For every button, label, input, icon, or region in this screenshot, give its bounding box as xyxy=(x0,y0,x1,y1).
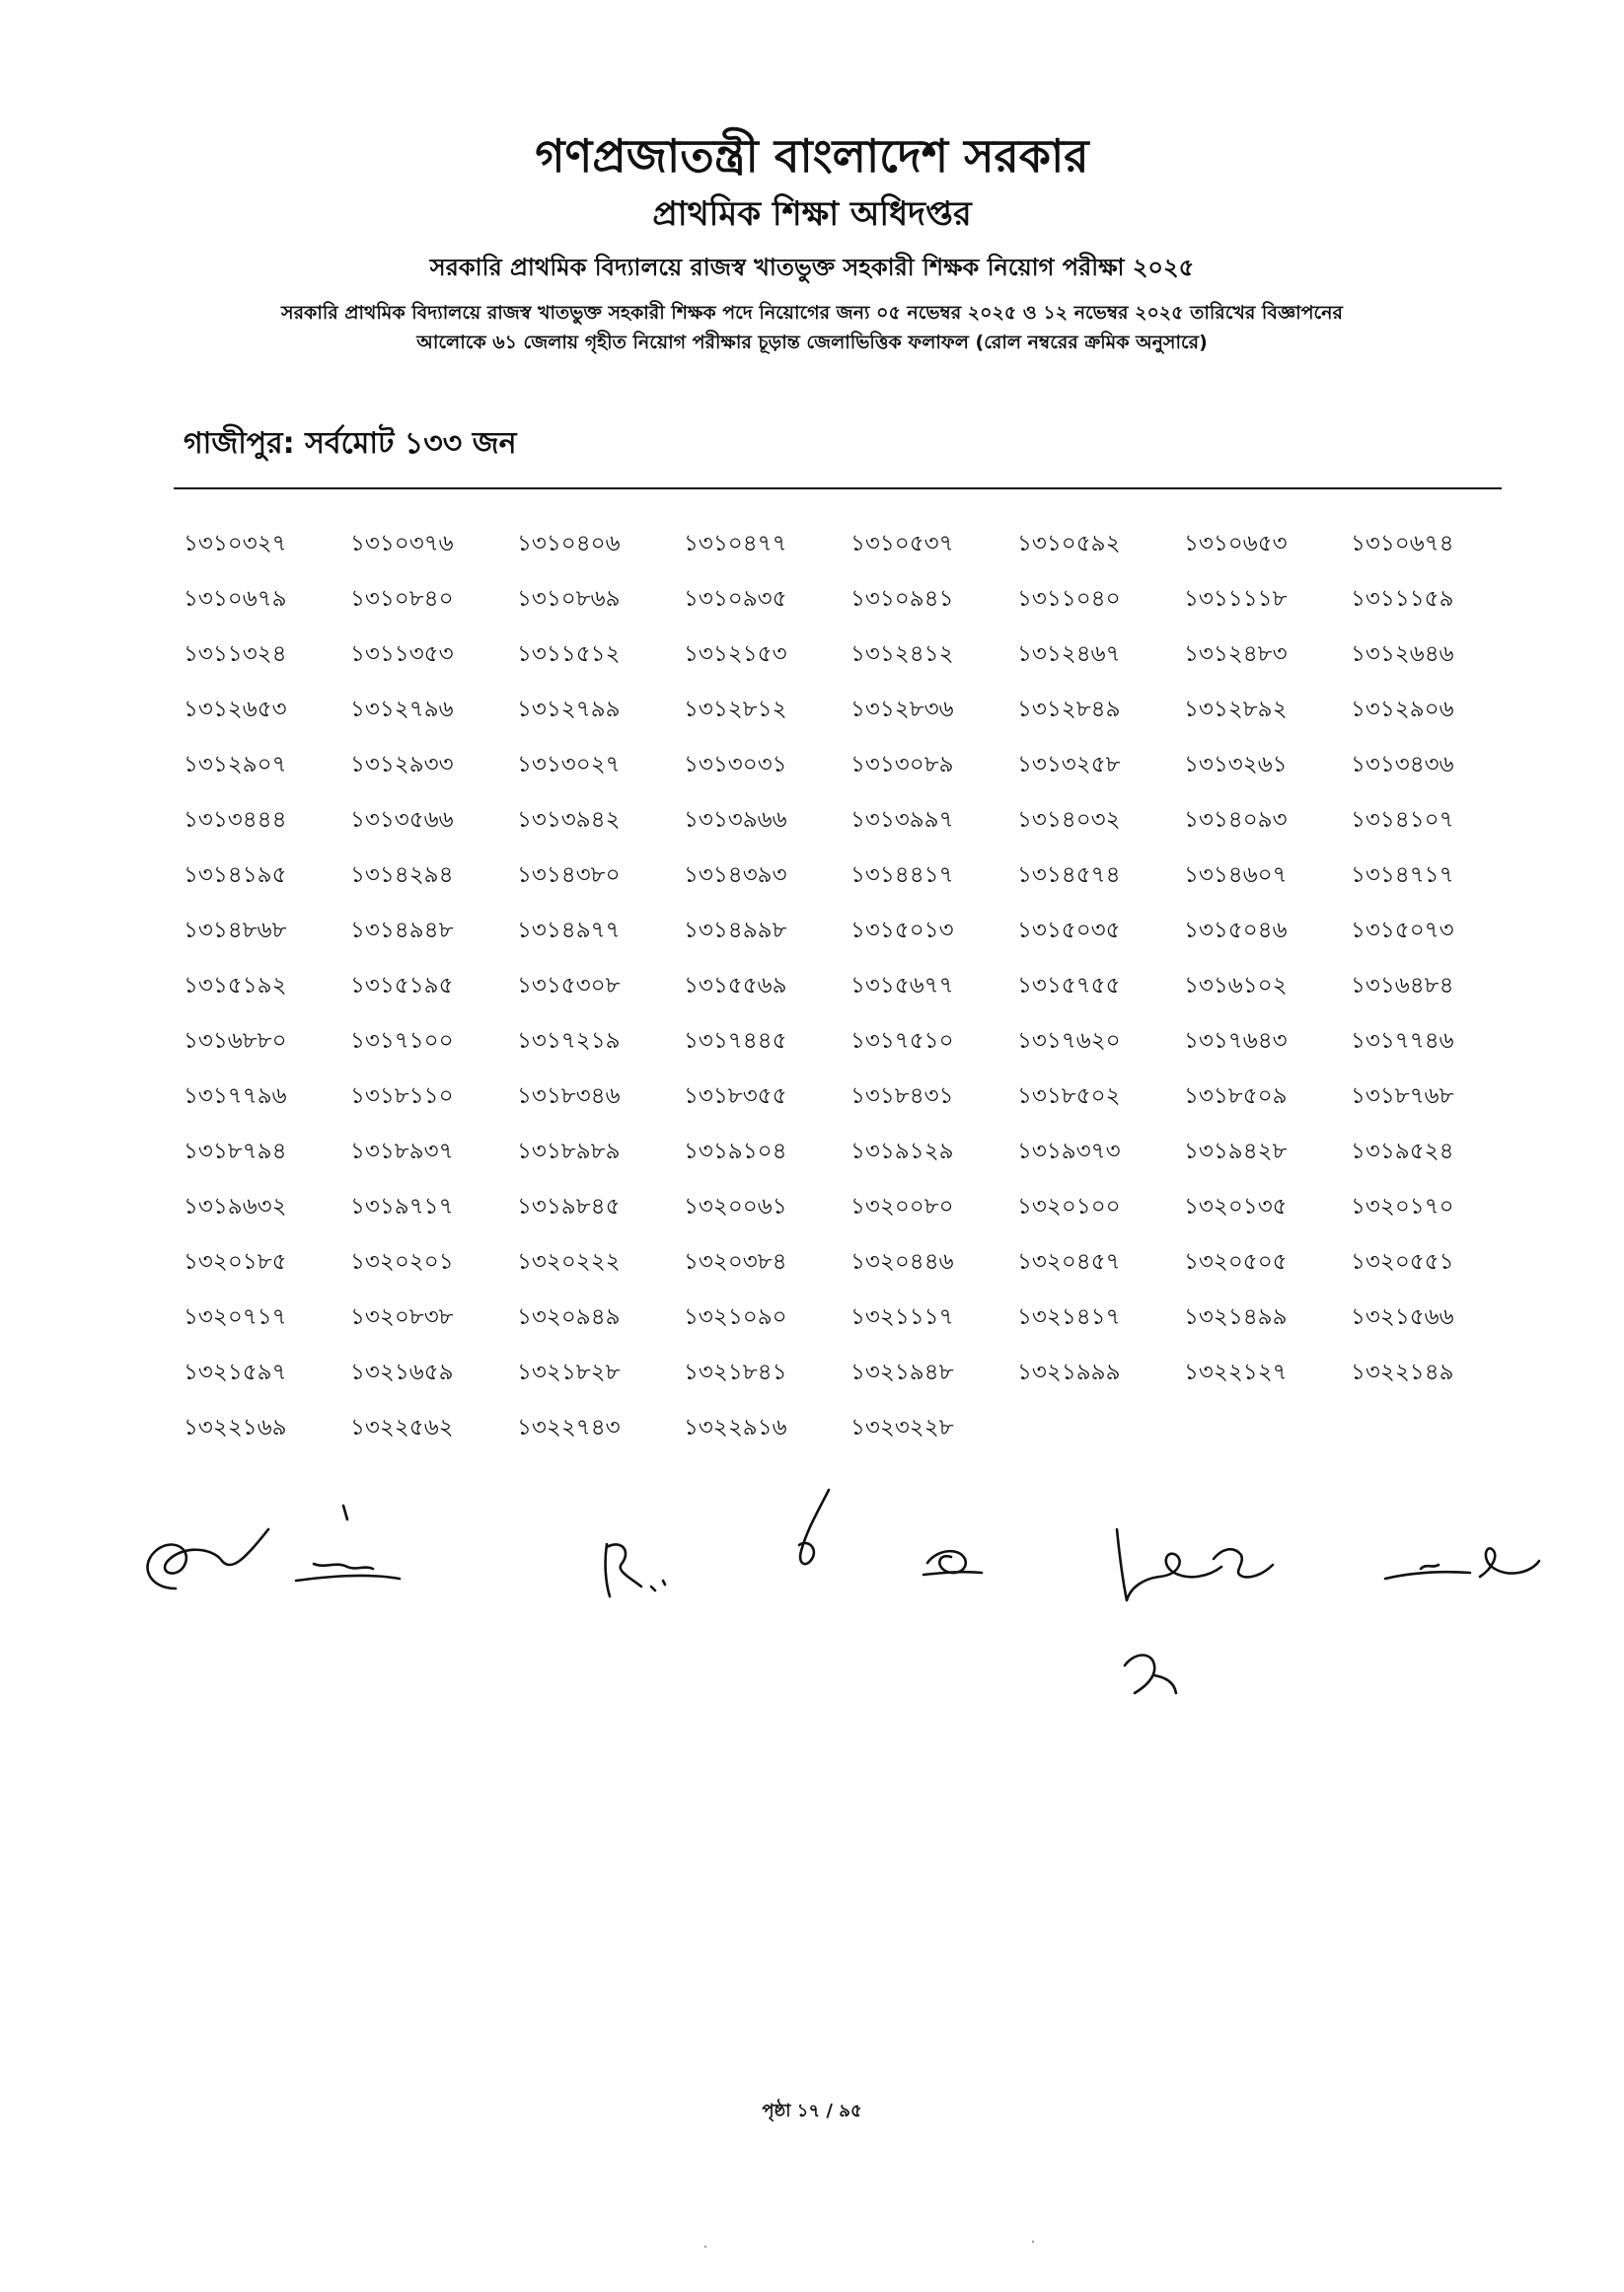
roll-number: ১৩২২১২৭ xyxy=(1184,1360,1288,1385)
roll-number: ১৩২১১১৭ xyxy=(850,1304,954,1330)
roll-number: ১৩১৩৯৯৭ xyxy=(850,807,954,833)
roll-number: ১৩১২৮৪৯ xyxy=(1017,697,1121,722)
roll-number: ১৩২০০৬১ xyxy=(684,1194,787,1220)
roll-number: ১৩১৯৭১৭ xyxy=(350,1194,454,1220)
roll-number: ১৩২০৫৫১ xyxy=(1351,1249,1454,1275)
description xyxy=(0,298,1624,357)
roll-number: ১৩১৩২৫৮ xyxy=(1017,752,1121,777)
roll-number: ১৩১০৮৬৯ xyxy=(517,586,621,612)
roll-number: ১৩১২৯৩৩ xyxy=(350,752,454,777)
roll-number: ১৩১৪৩৯৩ xyxy=(684,862,787,888)
roll-number: ১৩১৯৫২৪ xyxy=(1351,1139,1454,1164)
roll-number: ১৩১৩০২৭ xyxy=(517,752,621,777)
roll-number: ১৩২০১৮৫ xyxy=(184,1249,287,1275)
roll-number: ১৩১৫০৩৫ xyxy=(1017,918,1121,943)
roll-number: ১৩১১১১৮ xyxy=(1184,586,1288,612)
roll-number: ১৩১১৩৫৩ xyxy=(350,641,454,667)
roll-number: ১৩১৪৪১৭ xyxy=(850,862,954,888)
roll-number: ১৩১৮৭৯৪ xyxy=(184,1139,287,1164)
roll-number: ১৩১২৮১২ xyxy=(684,697,787,722)
roll-number: ১৩২০৪৪৬ xyxy=(850,1249,954,1275)
roll-number: ১৩১০৪৭৭ xyxy=(684,531,787,556)
roll-number: ১৩১২৬৪৬ xyxy=(1351,641,1454,667)
roll-number: ১৩১৭১০০ xyxy=(350,1028,454,1054)
roll-number: ১৩১২৯০৬ xyxy=(1351,697,1454,722)
roll-number: ১৩১৫৫৬৯ xyxy=(684,973,787,998)
roll-number: ১৩১৭৫১০ xyxy=(850,1028,954,1054)
roll-number: ১৩২০১৭০ xyxy=(1351,1194,1454,1220)
description-line-2: আলোকে ৬১ জেলায় গৃহীত নিয়োগ পরীক্ষার চূড়ান্ত জেলাভিত্তিক ফলাফল (রোল নম্বরের ক্রমিক অনুসারে) xyxy=(416,332,1208,353)
roll-number: ১৩২১০৯০ xyxy=(684,1304,787,1330)
roll-number: ১৩১৪৫৭৪ xyxy=(1017,862,1121,888)
roll-number: ১৩১৩৪৩৬ xyxy=(1351,752,1454,777)
roll-number: ১৩২১৯৯৯ xyxy=(1017,1360,1121,1385)
roll-number: ১৩১৭৭৪৬ xyxy=(1351,1028,1454,1054)
roll-number: ১৩১২৮৩৬ xyxy=(850,697,954,722)
government-title: গণপ্রজাতন্ত্রী বাংলাদেশ সরকার xyxy=(535,129,1089,183)
roll-number: ১৩১৩০৮৯ xyxy=(850,752,954,777)
roll-number: ১৩২২১৬৯ xyxy=(184,1415,287,1441)
roll-number: ১৩২২৯১৬ xyxy=(684,1415,787,1441)
roll-number: ১৩১০৪০৬ xyxy=(517,531,621,556)
roll-number: ১৩১৮৫০৯ xyxy=(1184,1083,1288,1109)
roll-number: ১৩১১৩২৪ xyxy=(184,641,287,667)
roll-number: ১৩১৪০৯৩ xyxy=(1184,807,1288,833)
roll-number: ১৩১৪৯৯৮ xyxy=(684,918,787,943)
roll-number: ১৩২০৩৮৪ xyxy=(684,1249,787,1275)
signature-2 xyxy=(296,1506,400,1581)
roll-number: ১৩১৪৮৬৮ xyxy=(184,918,287,943)
roll-number: ১৩১৫১৯৫ xyxy=(350,973,454,998)
roll-number: ১৩১১৫১২ xyxy=(517,641,621,667)
roll-number: ১৩২১৪১৭ xyxy=(1017,1304,1121,1330)
roll-number: ১৩২১৫৯৭ xyxy=(184,1360,287,1385)
district-heading: গাজীপুর: সর্বমোট ১৩৩ জন xyxy=(184,426,517,461)
roll-number: ১৩১৫৭৫৫ xyxy=(1017,973,1121,998)
roll-number: ১৩১০৮৪০ xyxy=(350,586,454,612)
roll-number: ১৩২১৯৪৮ xyxy=(850,1360,954,1385)
roll-number: ১৩১৮৯৮৯ xyxy=(517,1139,621,1164)
department-title: প্রাথমিক শিক্ষা অধিদপ্তর xyxy=(652,194,972,234)
signatures xyxy=(0,1470,1624,1727)
signature-8 xyxy=(1125,1656,1176,1694)
signature-6 xyxy=(1117,1529,1273,1600)
roll-number: ১৩২১৮৪১ xyxy=(684,1360,787,1385)
roll-number: ১৩১১১৫৯ xyxy=(1351,586,1454,612)
roll-number: ১৩১০৫৩৭ xyxy=(850,531,954,556)
roll-number: ১৩১৯৩৭৩ xyxy=(1017,1139,1121,1164)
roll-number: ১৩১৫০১৩ xyxy=(850,918,954,943)
roll-number: ১৩১২৭৯৯ xyxy=(517,697,621,722)
roll-number: ১৩১৬৮৮০ xyxy=(184,1028,287,1054)
roll-number: ১৩১৪১০৭ xyxy=(1351,807,1454,833)
roll-number: ১৩২১৮২৮ xyxy=(517,1360,621,1385)
roll-number: ১৩২০৮৩৮ xyxy=(350,1304,454,1330)
roll-number: ১৩১৯১২৯ xyxy=(850,1139,954,1164)
roll-number: ১৩১৩২৬১ xyxy=(1184,752,1288,777)
roll-number: ১৩১৭৬২০ xyxy=(1017,1028,1121,1054)
roll-number: ১৩১৮৭৬৮ xyxy=(1351,1083,1454,1109)
roll-number: ১৩১৭৭৯৬ xyxy=(184,1083,287,1109)
roll-number: ১৩২০১৩৫ xyxy=(1184,1194,1288,1220)
roll-number: ১৩২১৬৫৯ xyxy=(350,1360,454,1385)
roll-number: ১৩১৯৮৪৫ xyxy=(517,1194,621,1220)
roll-number: ১৩১৩৫৬৬ xyxy=(350,807,454,833)
roll-number: ১৩১৮৪৩১ xyxy=(850,1083,954,1109)
roll-number: ১৩১৭৬৪৩ xyxy=(1184,1028,1288,1054)
roll-number: ১৩১৩৪৪৪ xyxy=(184,807,287,833)
roll-number: ১৩১৯১০৪ xyxy=(684,1139,787,1164)
roll-number: ১৩১৮১১০ xyxy=(350,1083,454,1109)
roll-number: ১৩১৯৪২৮ xyxy=(1184,1139,1288,1164)
roll-number: ১৩১৭২১৯ xyxy=(517,1028,621,1054)
roll-number: ১৩২০০৮০ xyxy=(850,1194,954,1220)
document-header xyxy=(0,126,1624,357)
roll-number: ১৩১৪১৯৫ xyxy=(184,862,287,888)
roll-number-grid xyxy=(184,529,1506,1468)
roll-number: ১৩১৮৩৫৫ xyxy=(684,1083,787,1109)
roll-number: ১৩১২৪১২ xyxy=(850,641,954,667)
signature-3 xyxy=(606,1544,665,1596)
roll-number: ১৩২৩২২৮ xyxy=(850,1415,954,1441)
scan-speck-1 xyxy=(704,2246,706,2248)
roll-number: ১৩১৭৪৪৫ xyxy=(684,1028,787,1054)
roll-number: ১৩১৩৯৬৬ xyxy=(684,807,787,833)
signature-1 xyxy=(148,1529,268,1589)
roll-number: ১৩১১০৪০ xyxy=(1017,586,1121,612)
signature-7 xyxy=(1385,1548,1539,1579)
roll-number: ১৩১৪৭১৭ xyxy=(1351,862,1454,888)
roll-number: ১৩১০৩৭৬ xyxy=(350,531,454,556)
roll-number: ১৩১৩৯৪২ xyxy=(517,807,621,833)
roll-number: ১৩২০৫০৫ xyxy=(1184,1249,1288,1275)
signature-4 xyxy=(799,1490,829,1564)
roll-number: ১৩১২১৫৩ xyxy=(684,641,787,667)
roll-number: ১৩১৪৬০৭ xyxy=(1184,862,1288,888)
roll-number: ১৩১৮৯৩৭ xyxy=(350,1139,454,1164)
roll-number: ১৩১২৪৬৭ xyxy=(1017,641,1121,667)
exam-title: সরকারি প্রাথমিক বিদ্যালয়ে রাজস্ব খাতভুক্ত সহকারী শিক্ষক নিয়োগ পরীক্ষা ২০২৫ xyxy=(429,254,1195,281)
roll-number: ১৩২০১০০ xyxy=(1017,1194,1121,1220)
roll-number: ১৩১৪০৩২ xyxy=(1017,807,1121,833)
scan-speck-2 xyxy=(1032,2241,1034,2243)
roll-number: ১৩২০৭১৭ xyxy=(184,1304,287,1330)
roll-number: ১৩১৮৩৪৬ xyxy=(517,1083,621,1109)
roll-number: ১৩১০৬৭৯ xyxy=(184,586,287,612)
roll-number: ১৩১৪৯৪৮ xyxy=(350,918,454,943)
roll-number: ১৩২০২২২ xyxy=(517,1249,621,1275)
roll-number: ১৩১৩০৩১ xyxy=(684,752,787,777)
roll-number: ১৩১২৬৫৩ xyxy=(184,697,287,722)
roll-number: ১৩১০৯৩৫ xyxy=(684,586,787,612)
roll-number: ১৩১০৯৪১ xyxy=(850,586,954,612)
signature-5 xyxy=(923,1551,982,1575)
roll-number: ১৩১৪২৯৪ xyxy=(350,862,454,888)
roll-number: ১৩২২৫৬২ xyxy=(350,1415,454,1441)
roll-number: ১৩২১৪৯৯ xyxy=(1184,1304,1288,1330)
roll-number: ১৩১৫১৯২ xyxy=(184,973,287,998)
page-number: পৃষ্ঠা ১৭ / ৯৫ xyxy=(762,2101,862,2121)
roll-number: ১৩১০৫৯২ xyxy=(1017,531,1121,556)
roll-number: ১৩২২১৪৯ xyxy=(1351,1360,1454,1385)
heading-divider xyxy=(174,487,1502,489)
roll-number: ১৩২২৭৪৩ xyxy=(517,1415,621,1441)
roll-number: ১৩১২৪৮৩ xyxy=(1184,641,1288,667)
roll-number: ১৩১৪৩৮০ xyxy=(517,862,621,888)
roll-number: ১৩১৫৩০৮ xyxy=(517,973,621,998)
roll-number: ১৩১০৬৭৪ xyxy=(1351,531,1454,556)
roll-number: ১৩২০৯৪৯ xyxy=(517,1304,621,1330)
roll-number: ১৩১২৭৯৬ xyxy=(350,697,454,722)
roll-number: ১৩২১৫৬৬ xyxy=(1351,1304,1454,1330)
roll-number: ১৩১২৮৯২ xyxy=(1184,697,1288,722)
roll-number: ১৩১০৩২৭ xyxy=(184,531,287,556)
roll-number: ১৩২০৪৫৭ xyxy=(1017,1249,1121,1275)
roll-number: ১৩১৫০৪৬ xyxy=(1184,918,1288,943)
roll-number: ১৩১৬১০২ xyxy=(1184,973,1288,998)
roll-number: ১৩১৪৯৭৭ xyxy=(517,918,621,943)
roll-number: ১৩১৫৬৭৭ xyxy=(850,973,954,998)
roll-number: ১৩১০৬৫৩ xyxy=(1184,531,1288,556)
roll-number: ১৩২০২০১ xyxy=(350,1249,454,1275)
roll-number: ১৩১৬৪৮৪ xyxy=(1351,973,1454,998)
roll-number: ১৩১৫০৭৩ xyxy=(1351,918,1454,943)
description-line-1: সরকারি প্রাথমিক বিদ্যালয়ে রাজস্ব খাতভুক্ত সহকারী শিক্ষক পদে নিয়োগের জন্য ০৫ নভেম্বর ২০২৫ ও ১২ নভেম্বর ২০২৫ তারিখের বিজ্ঞাপনের xyxy=(281,302,1343,324)
roll-number: ১৩১৯৬৩২ xyxy=(184,1194,287,1220)
roll-number: ১৩১২৯০৭ xyxy=(184,752,287,777)
roll-number: ১৩১৮৫০২ xyxy=(1017,1083,1121,1109)
